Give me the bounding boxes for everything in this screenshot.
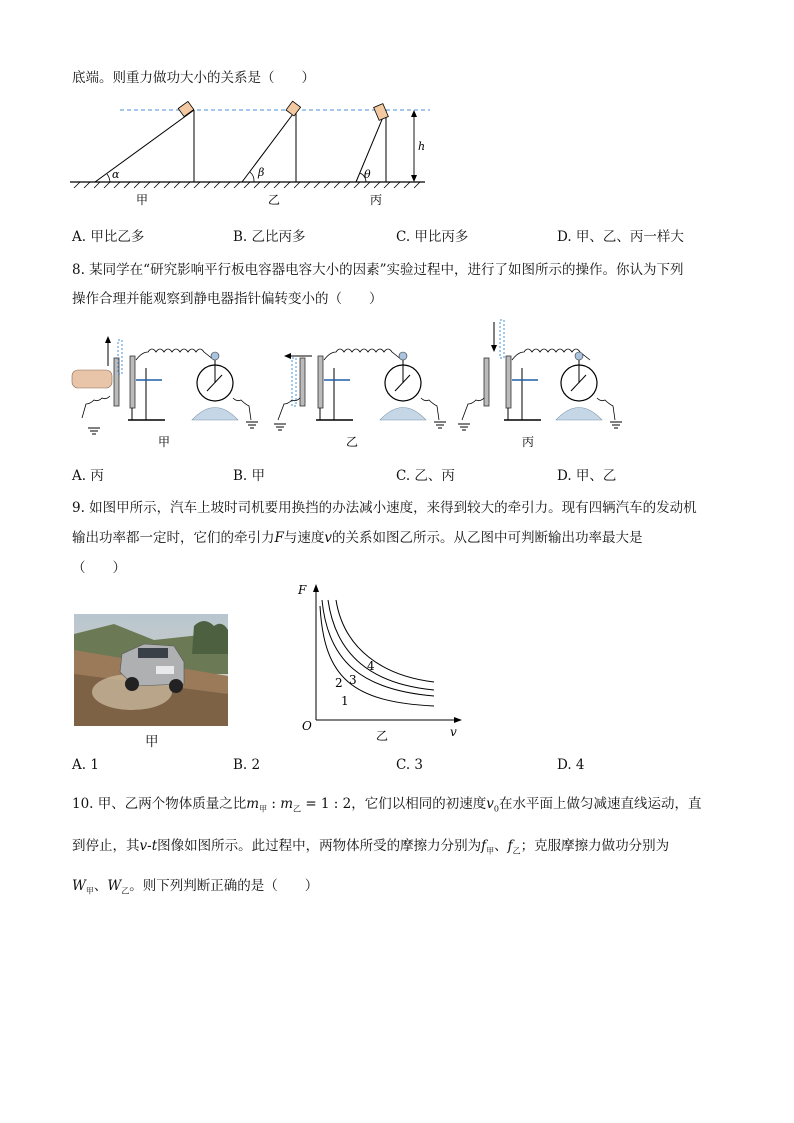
q7-angle-beta: β: [258, 166, 265, 179]
q9-var-v: v: [324, 530, 333, 546]
q9-photo-label: 甲: [145, 734, 159, 750]
q9-axis-v: v: [450, 725, 457, 739]
q7-h-label: h: [418, 140, 426, 153]
q7-label-jia: 甲: [136, 193, 149, 207]
q9-option-b[interactable]: B. 2: [233, 757, 261, 773]
q9-stem-line3: （ ）: [72, 560, 126, 576]
q7-label-yi: 乙: [268, 193, 281, 207]
q8-setup-yi: [274, 349, 446, 449]
q7-option-a[interactable]: A. 甲比乙多: [72, 229, 145, 245]
q8-label-bing: 丙: [522, 435, 535, 449]
q9-option-a[interactable]: A. 1: [72, 757, 99, 773]
q8-option-c[interactable]: C. 乙、丙: [396, 468, 455, 484]
q9-option-c[interactable]: C. 3: [396, 757, 424, 773]
q8-stem-line2: 操作合理并能观察到静电器指针偏转变小的（ ）: [72, 291, 383, 307]
q9-curve-label-4: 4: [367, 659, 375, 673]
q8-option-b[interactable]: B. 甲: [233, 468, 266, 484]
q9-curve-label-2: 2: [335, 676, 343, 690]
q8-option-d[interactable]: D. 甲、乙: [557, 468, 617, 484]
q7-incline-figure: [70, 100, 440, 212]
q7-label-bing: 丙: [370, 193, 383, 207]
q9-var-F: F: [274, 530, 284, 546]
q9-graph-label: 乙: [376, 729, 389, 743]
q8-stem-line1: 8. 某同学在“研究影响平行板电容器电容大小的因素”实验过程中，进行了如图所示的操作。你认为下列: [72, 262, 684, 278]
q7-stem-tail: 底端。则重力做功大小的关系是（ ）: [72, 70, 315, 86]
q7-angle-theta: θ: [364, 168, 371, 181]
q9-car-photo: [74, 614, 228, 726]
q8-label-jia: 甲: [158, 435, 171, 449]
q9-curve-3: [328, 600, 434, 690]
q9-origin: O: [302, 719, 312, 733]
q8-capacitor-figure: [70, 318, 630, 453]
q8-setup-jia: [72, 336, 258, 449]
q8-setup-bing: [458, 320, 622, 449]
q7-option-d[interactable]: D. 甲、乙、丙一样大: [557, 229, 684, 245]
q9-axis-F: F: [298, 583, 307, 597]
q9-fv-graph: [292, 578, 472, 748]
q9-curve-4: [336, 600, 434, 682]
q10-stem-line3: $W_甲$、$W_乙$。则下列判断正确的是（ ）: [72, 878, 319, 896]
q9-stem-line1: 9. 如图甲所示，汽车上坡时司机要用换挡的办法减小速度，来得到较大的牵引力。现有四辆汽车的发动机: [72, 500, 697, 516]
q7-option-c[interactable]: C. 甲比丙多: [396, 229, 469, 245]
q9-curve-label-1: 1: [341, 694, 349, 708]
q9-curve-1: [320, 606, 434, 706]
q10-stem-line1: 10. 甲、乙两个物体质量之比$m_甲$ : $m_乙 = 1$ : 2，它们以相同的初速度$v_0$在水平面上做匀减速直线运动，直: [72, 796, 702, 814]
q8-label-yi: 乙: [346, 435, 359, 449]
q8-option-a[interactable]: A. 丙: [72, 468, 104, 484]
q7-angle-alpha: α: [112, 168, 120, 181]
q7-option-b[interactable]: B. 乙比丙多: [233, 229, 306, 245]
q9-option-d[interactable]: D. 4: [557, 757, 585, 773]
q9-curve-label-3: 3: [349, 673, 357, 687]
q10-stem-line2: 到停止，其v-t图像如图所示。此过程中，两物体所受的摩擦力分别为$f_甲$、$f_乙$；克服摩擦力做功分别为: [72, 838, 670, 856]
q9-stem-line2: 输出功率都一定时，它们的牵引力F与速度v的关系如图乙所示。从乙图中可判断输出功率最大是: [72, 530, 643, 546]
